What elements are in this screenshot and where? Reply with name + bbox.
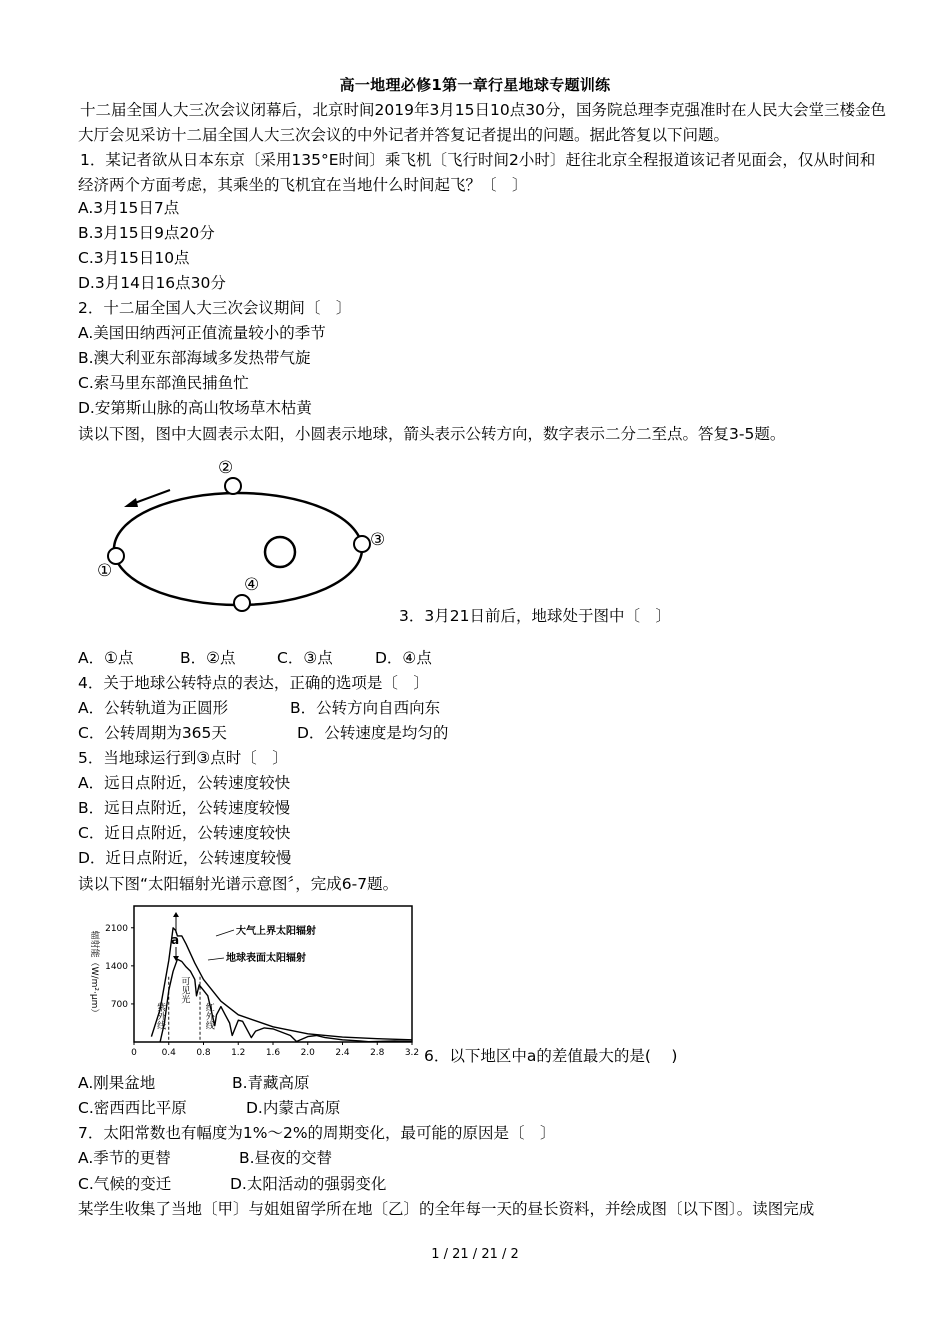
y-axis-label: 辐射能（W/m²·μm） (89, 930, 99, 1018)
q2-option-b: B.澳大利亚东部海域多发热带气旋 (78, 349, 311, 367)
region-label: 红外线 (203, 1002, 214, 1030)
y-tick-label: 2100 (105, 923, 128, 934)
q4-option-d: D．公转速度是均匀的 (297, 724, 449, 742)
q2-option-d: D.安第斯山脉的高山牧场草木枯黄 (78, 399, 312, 417)
q6-option-c: C.密西西比平原 (78, 1099, 187, 1117)
q5-option-d: D．近日点附近，公转速度较慢 (78, 849, 292, 867)
x-tick-label: 2.4 (335, 1048, 350, 1058)
orbit-ellipse (114, 493, 362, 605)
x-tick-label: 1.6 (265, 1048, 281, 1058)
q1-option-d: D.3月14日16点30分 (78, 274, 226, 292)
legend-leader-bottom (208, 958, 224, 960)
q7-option-c: C.气候的变迁 (78, 1175, 172, 1193)
q3-options (78, 647, 432, 669)
orbit-label-2: ② (218, 458, 234, 478)
q6-option-b: B.青藏高原 (232, 1074, 310, 1092)
q5-stem: 5．当地球运行到③点时〔 〕 (78, 749, 288, 767)
q6-stem: 6．以下地区中a的差值最大的是( ) (424, 1047, 678, 1065)
spectrum-chart (78, 900, 423, 1062)
series-group (151, 928, 412, 1042)
q6-options-row1 (78, 1072, 310, 1094)
q7-stem: 7．太阳常数也有幅度为1%～2%的周期变化，最可能的原因是〔 〕 (78, 1124, 556, 1142)
q6-option-a: A.刚果盆地 (78, 1074, 156, 1092)
y-tick-label: 1400 (105, 961, 128, 972)
last-paragraph: 某学生收集了当地〔甲〕与姐姐留学所在地〔乙〕的全年每一天的昼长资料，并绘成图〔以下图〕。读图完成 (78, 1200, 815, 1218)
orbit-diagram (78, 452, 408, 622)
q2-option-c: C.索马里东部渔民捕鱼忙 (78, 374, 249, 392)
orbit-label-4: ④ (244, 575, 260, 595)
q4-stem: 4．关于地球公转特点的表达，正确的选项是〔 〕 (78, 674, 429, 692)
q1-stem: 1．某记者欲从日本东京〔采用135°E时间〕乘飞机〔飞行时间2小时〕赶往北京全程报道该记者见面会，仅从时间和经济两个方面考虑，其乘坐的飞机宜在当地什么时间起飞？〔 〕 (78, 151, 876, 194)
q2-option-a: A.美国田纳西河正值流量较小的季节 (78, 324, 326, 342)
q5-option-b: B．远日点附近，公转速度较慢 (78, 799, 291, 817)
x-tick-label: 3.2 (404, 1048, 420, 1058)
q7-options-row1 (78, 1147, 332, 1169)
spectrum-intro: 读以下图“太阳辐射光谱示意图〞，完成6-7题。 (78, 875, 399, 893)
q7-options-row2 (78, 1173, 386, 1195)
revolution-arrowhead (124, 498, 138, 507)
intro-paragraph: 十二届全国人大三次会议闭幕后，北京时间2019年3月15日10点30分，国务院总理李克强准时在人民大会堂三楼金色大厅会见采访十二届全国人大三次会议的中外记者并答复记者提出的问题。据此答复以下问题。 (78, 101, 886, 144)
q7-option-d: D.太阳活动的强弱变化 (230, 1175, 387, 1193)
q3-option-b: B．②点 (180, 649, 236, 667)
legend-earth-surface: 地球表面太阳辐射 (226, 953, 306, 964)
q5-option-a: A．远日点附近，公转速度较快 (78, 774, 291, 792)
q4-options-row1 (78, 697, 440, 719)
q7-option-b: B.昼夜的交替 (239, 1149, 333, 1167)
legend-top-atmosphere: 大气上界太阳辐射 (236, 926, 316, 937)
q3-option-a: A．①点 (78, 649, 134, 667)
document-title: 高一地理必修1第一章行星地球专题训练 (339, 76, 611, 94)
legend-leader-top (216, 930, 234, 936)
q6-option-d: D.内蒙古高原 (246, 1099, 341, 1117)
q3-option-c: C．③点 (277, 649, 333, 667)
q4-options-row2 (78, 722, 448, 744)
x-tick-label: 1.2 (231, 1048, 246, 1058)
x-tick-label: 2.0 (300, 1048, 315, 1058)
y-tick-group (105, 924, 134, 1010)
q4-option-a: A．公转轨道为正圆形 (78, 699, 229, 717)
earth-position-2 (225, 478, 241, 494)
x-tick-label: 0.8 (196, 1048, 211, 1058)
q4-option-b: B．公转方向自西向东 (290, 699, 441, 717)
revolution-arrow-shaft (132, 490, 170, 504)
difference-label-a: a (171, 933, 180, 947)
series-line-top-atmosphere (151, 928, 412, 1040)
x-tick-label: 2.8 (370, 1048, 385, 1058)
q1-option-c: C.3月15日10点 (78, 249, 190, 267)
difference-arrowhead-upper (173, 912, 179, 917)
q3-option-d: D．④点 (375, 649, 432, 667)
earth-position-4 (234, 595, 250, 611)
q6-options-row2 (78, 1097, 340, 1119)
earth-position-3 (354, 536, 370, 552)
page-footer: 1 / 21 / 21 / 2 (431, 1247, 519, 1262)
x-tick-group (131, 1042, 419, 1058)
q7-option-a: A.季节的更替 (78, 1149, 171, 1167)
q2-stem: 2．十二届全国人大三次会议期间〔 〕 (78, 299, 352, 317)
orbit-label-3: ③ (370, 530, 386, 550)
q5-option-c: C．近日点附近，公转速度较快 (78, 824, 291, 842)
q1-option-a: A.3月15日7点 (78, 199, 180, 217)
orbit-label-1: ① (97, 561, 113, 581)
q4-option-c: C．公转周期为365天 (78, 724, 227, 742)
q3-stem: 3．3月21日前后，地球处于图中〔 〕 (399, 607, 671, 625)
y-tick-label: 700 (110, 999, 128, 1010)
sun-circle (265, 537, 295, 567)
q1-option-b: B.3月15日9点20分 (78, 224, 215, 242)
region-label: 紫外线 (155, 1002, 166, 1030)
region-label: 可见光 (179, 976, 190, 1004)
orbit-intro: 读以下图，图中大圆表示太阳，小圆表示地球，箭头表示公转方向，数字表示二分二至点。答复3-5题。 (78, 425, 786, 443)
x-tick-label: 0 (131, 1048, 137, 1058)
x-tick-label: 0.4 (161, 1048, 176, 1058)
